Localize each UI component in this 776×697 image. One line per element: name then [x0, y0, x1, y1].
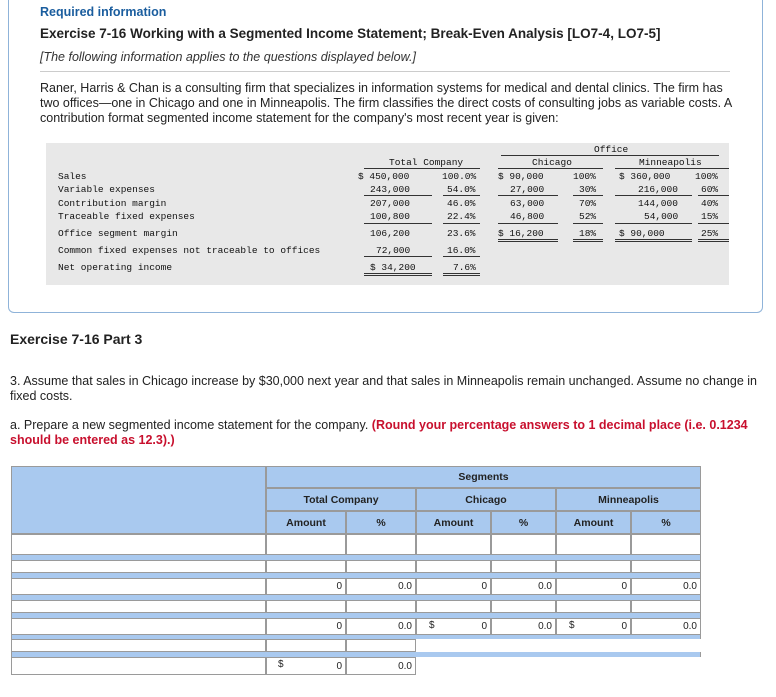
header-pct: % [631, 511, 701, 534]
row-label-input[interactable] [11, 578, 266, 595]
underline [364, 275, 432, 276]
total-amount-input[interactable] [266, 534, 346, 555]
chicago-pct-value: 0.0 [491, 618, 556, 635]
chicago-amount-input[interactable] [416, 560, 491, 573]
applies-note: [The following information applies to the questions displayed below.] [40, 50, 416, 64]
underline [443, 273, 480, 274]
minneapolis-pct-input[interactable] [631, 534, 701, 555]
row-label-input[interactable] [11, 534, 266, 555]
divider [40, 71, 730, 72]
chicago-amount-input[interactable] [416, 600, 491, 613]
header-segments: Segments [266, 466, 701, 488]
question-3a-text: a. Prepare a new segmented income statement for the company. [10, 418, 369, 432]
minneapolis-pct-input[interactable] [631, 560, 701, 573]
total-amount-value: 0 [266, 657, 346, 675]
total-pct-input[interactable] [346, 560, 416, 573]
answer-table [11, 466, 701, 676]
underline [615, 223, 692, 224]
header-pct: % [346, 511, 416, 534]
underline [573, 223, 603, 224]
underline [501, 155, 719, 156]
col-total-company: Total Company [389, 157, 464, 168]
total-amount-input[interactable] [266, 560, 346, 573]
underline [615, 195, 692, 196]
row-label-input[interactable] [11, 639, 266, 652]
header-amount: Amount [266, 511, 346, 534]
minneapolis-amount-input[interactable] [556, 560, 631, 573]
total-pct: 54.0% [447, 184, 476, 195]
minneapolis-amount: 54,000 [644, 211, 679, 222]
total-amount: 100,800 [370, 211, 410, 222]
minneapolis-pct-value: 0.0 [631, 618, 701, 635]
underline [498, 239, 558, 240]
header-blank [11, 466, 266, 534]
col-minneapolis: Minneapolis [639, 157, 702, 168]
chicago-amount-value: 0 [416, 618, 491, 635]
question-3: 3. Assume that sales in Chicago increase by $30,000 next year and that sales in Minneapolis remain unchanged. Assume no change in fixed costs. [10, 374, 757, 403]
minneapolis-pct: 25% [701, 228, 719, 239]
rounding-instruction: (Round your percentage answers to 1 decimal place (i.e. 0.1234 should be entered as 12.3).) [10, 418, 748, 447]
minneapolis-amount: 144,000 [638, 198, 678, 209]
underline [364, 256, 432, 257]
row-label: Common fixed expenses not traceable to offices [58, 245, 321, 256]
dollar-sign: $ [429, 620, 435, 631]
minneapolis-amount-input[interactable] [556, 600, 631, 613]
underline [573, 239, 603, 240]
col-chicago: Chicago [532, 157, 572, 168]
total-amount-value: 0 [266, 578, 346, 595]
header-total-company: Total Company [266, 488, 416, 511]
problem-paragraph: Raner, Harris & Chan is a consulting firm that specializes in information systems for medical and dental clinics. The firm has two offices—one in Chicago and one in Minneapolis. The firm classifies the direct costs of consulting jobs as variable costs. A contribution format segmented income statement for the company's most recent year is given: [40, 81, 732, 125]
chicago-amount: 27,000 [510, 184, 545, 195]
chicago-amount: $ 16,200 [498, 228, 544, 239]
total-pct-input[interactable] [346, 534, 416, 555]
underline [615, 239, 692, 240]
total-pct: 46.0% [447, 198, 476, 209]
chicago-amount-input[interactable] [416, 534, 491, 555]
underline [364, 195, 432, 196]
header-minneapolis: Minneapolis [556, 488, 701, 511]
header-chicago: Chicago [416, 488, 556, 511]
total-pct-input[interactable] [346, 639, 416, 652]
chicago-pct-input[interactable] [491, 600, 556, 613]
total-pct: 22.4% [447, 211, 476, 222]
minneapolis-pct-value: 0.0 [631, 578, 701, 595]
underline [498, 195, 558, 196]
underline [443, 195, 480, 196]
total-pct: 16.0% [447, 245, 476, 256]
underline [364, 273, 432, 274]
underline [573, 241, 603, 242]
row-label-input[interactable] [11, 560, 266, 573]
minneapolis-pct: 40% [701, 198, 719, 209]
total-amount-input[interactable] [266, 639, 346, 652]
underline [573, 195, 603, 196]
row-label: Traceable fixed expenses [58, 211, 195, 222]
total-pct: 23.6% [447, 228, 476, 239]
total-amount: 72,000 [376, 245, 411, 256]
total-pct-value: 0.0 [346, 657, 416, 675]
question-3a [10, 418, 760, 448]
minneapolis-pct: 60% [701, 184, 719, 195]
exercise-title: Exercise 7-16 Working with a Segmented Income Statement; Break-Even Analysis [LO7-4, LO7-5] [40, 26, 661, 41]
chicago-pct-input[interactable] [491, 534, 556, 555]
total-amount-input[interactable] [266, 600, 346, 613]
minneapolis-amount: 216,000 [638, 184, 678, 195]
chicago-amount: 46,800 [510, 211, 545, 222]
minneapolis-pct-input[interactable] [631, 600, 701, 613]
chicago-amount: $ 90,000 [498, 171, 544, 182]
chicago-pct: 70% [579, 198, 597, 209]
minneapolis-amount-input[interactable] [556, 534, 631, 555]
underline [698, 195, 729, 196]
row-label: Office segment margin [58, 228, 178, 239]
underline [698, 239, 729, 240]
total-pct-input[interactable] [346, 600, 416, 613]
underline [443, 275, 480, 276]
underline [698, 223, 729, 224]
total-amount: 243,000 [370, 184, 410, 195]
row-label-input[interactable] [11, 600, 266, 613]
underline [615, 241, 692, 242]
total-pct: 100.0% [442, 171, 477, 182]
total-amount: 106,200 [370, 228, 410, 239]
minneapolis-amount-value: 0 [556, 578, 631, 595]
chicago-pct: 18% [579, 228, 597, 239]
underline [364, 223, 432, 224]
underline [498, 223, 558, 224]
total-amount: $ 450,000 [358, 171, 410, 182]
total-pct-value: 0.0 [346, 578, 416, 595]
office-header: Office [594, 144, 629, 155]
underline [443, 223, 480, 224]
underline [443, 256, 480, 257]
chicago-pct-value: 0.0 [491, 578, 556, 595]
part-title: Exercise 7-16 Part 3 [10, 331, 143, 347]
chicago-pct: 30% [579, 184, 597, 195]
underline [498, 168, 603, 169]
total-pct: 7.6% [453, 262, 476, 273]
dollar-sign: $ [569, 620, 575, 631]
minneapolis-amount-value: 0 [556, 618, 631, 635]
underline [364, 168, 480, 169]
total-amount: $ 34,200 [370, 262, 416, 273]
total-amount-value: 0 [266, 618, 346, 635]
chicago-pct: 52% [579, 211, 597, 222]
row-label: Variable expenses [58, 184, 155, 195]
minneapolis-amount: $ 360,000 [619, 171, 671, 182]
chicago-pct-input[interactable] [491, 560, 556, 573]
underline [698, 241, 729, 242]
dollar-sign: $ [278, 659, 284, 670]
row-label-input[interactable] [11, 657, 266, 675]
minneapolis-pct: 100% [695, 171, 718, 182]
segmented-income-statement [46, 143, 729, 285]
header-amount: Amount [556, 511, 631, 534]
underline [615, 168, 729, 169]
required-info-label: Required information [40, 5, 167, 19]
header-pct: % [491, 511, 556, 534]
header-amount: Amount [416, 511, 491, 534]
row-label-input[interactable] [11, 618, 266, 635]
underline [498, 241, 558, 242]
chicago-pct: 100% [573, 171, 596, 182]
row-label: Net operating income [58, 262, 173, 273]
chicago-amount: 63,000 [510, 198, 545, 209]
total-pct-value: 0.0 [346, 618, 416, 635]
chicago-amount-value: 0 [416, 578, 491, 595]
row-label: Contribution margin [58, 198, 167, 209]
minneapolis-amount: $ 90,000 [619, 228, 665, 239]
minneapolis-pct: 15% [701, 211, 719, 222]
total-amount: 207,000 [370, 198, 410, 209]
row-label: Sales [58, 171, 87, 182]
